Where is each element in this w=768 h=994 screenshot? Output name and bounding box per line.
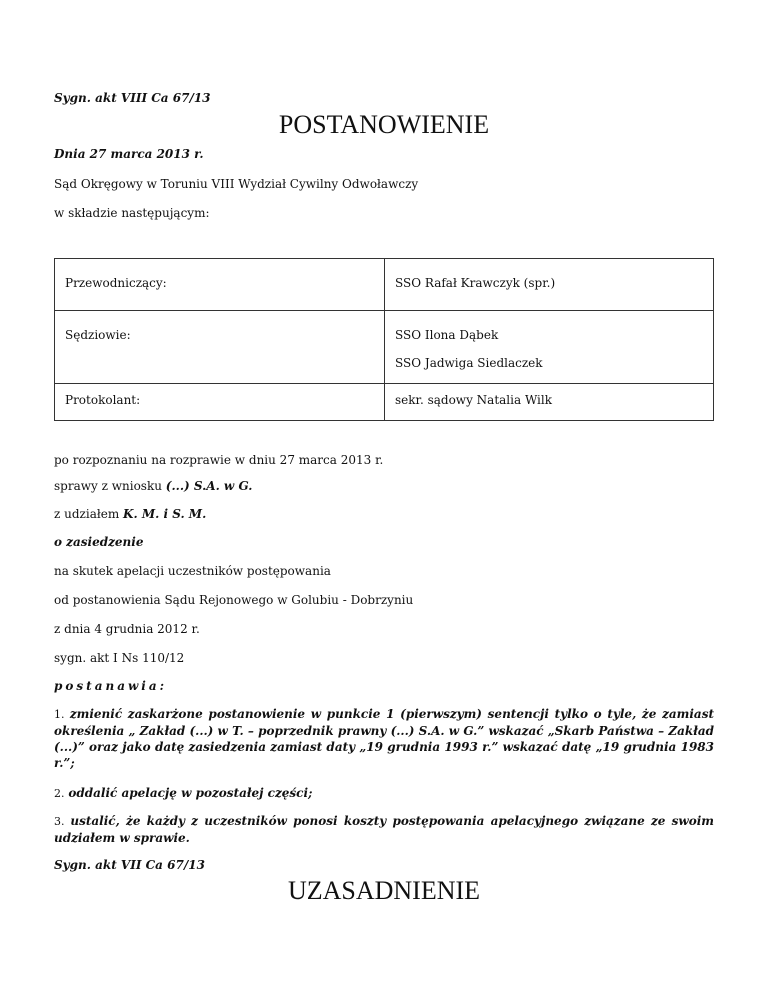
case-signature-bottom: Sygn. akt VII Ca 67/13 [54, 858, 205, 872]
composition-intro: w składzie następującym: [54, 206, 210, 220]
judge-2: SSO Jadwiga Siedlaczek [395, 356, 543, 370]
ruling-item-1 [54, 706, 714, 771]
ruling-item-3 [54, 813, 714, 846]
judge-1: SSO Ilona Dąbek [395, 328, 499, 342]
ruling-item-2-number: 2. [54, 787, 65, 800]
document-title: POSTANOWIENIE [278, 110, 490, 139]
ruling-heading: postanawia: [54, 679, 168, 693]
ruling-item-2 [54, 785, 714, 802]
clerk-value: sekr. sądowy Natalia Wilk [395, 393, 553, 407]
ruling-item-2-text: oddalić apelację w pozostałej części; [68, 786, 313, 800]
hearing-line: po rozpoznaniu na rozprawie w dniu 27 marca 2013 r. [54, 453, 384, 467]
clerk-label: Protokolant: [65, 393, 141, 407]
participants: K. M. i S. M. [123, 507, 207, 521]
decision-signature: sygn. akt I Ns 110/12 [54, 651, 185, 665]
ruling-item-3-text: ustalić, że każdy z uczestników ponosi koszty postępowania apelacyjnego związane ze swoim udziałem w sprawie. [54, 814, 714, 845]
court-name: Sąd Okręgowy w Toruniu VIII Wydział Cywilny Odwoławczy [54, 177, 419, 191]
ruling-item-1-number: 1. [54, 708, 65, 721]
case-subject: o zasiedzenie [54, 535, 144, 549]
judges-label: Sędziowie: [65, 328, 131, 342]
case-prefix: sprawy z wniosku [54, 479, 166, 493]
case-line [54, 478, 252, 494]
case-signature-top: Sygn. akt VIII Ca 67/13 [54, 91, 211, 105]
chair-value: SSO Rafał Krawczyk (spr.) [395, 276, 556, 290]
court-panel-table [54, 258, 714, 421]
justification-title: UZASADNIENIE [287, 876, 481, 905]
ruling-date: Dnia 27 marca 2013 r. [54, 147, 204, 161]
case-party: (...) S.A. w G. [165, 479, 253, 493]
ruling-item-3-number: 3. [54, 815, 65, 828]
from-decision-line: od postanowienia Sądu Rejonowego w Golubiu - Dobrzyniu [54, 593, 414, 607]
participants-line [54, 506, 206, 522]
appeal-line: na skutek apelacji uczestników postępowania [54, 564, 331, 578]
chair-label: Przewodniczący: [65, 276, 167, 290]
decision-date: z dnia 4 grudnia 2012 r. [54, 622, 200, 636]
ruling-item-1-text: zmienić zaskarżone postanowienie w punkcie 1 (pierwszym) sentencji tylko o tyle, że zamiast określenia „ Zakład (...) w T. – poprzednik prawny (...) S.A. w G.” wskazać „Skarb Państwa – Zakład (...)” oraz jako datę zasiedzenia zamiast daty „19 grudnia 1993 r.” wskazać datę „19 grudnia 1983 r.”; [54, 707, 714, 770]
participants-prefix: z udziałem [54, 507, 124, 521]
